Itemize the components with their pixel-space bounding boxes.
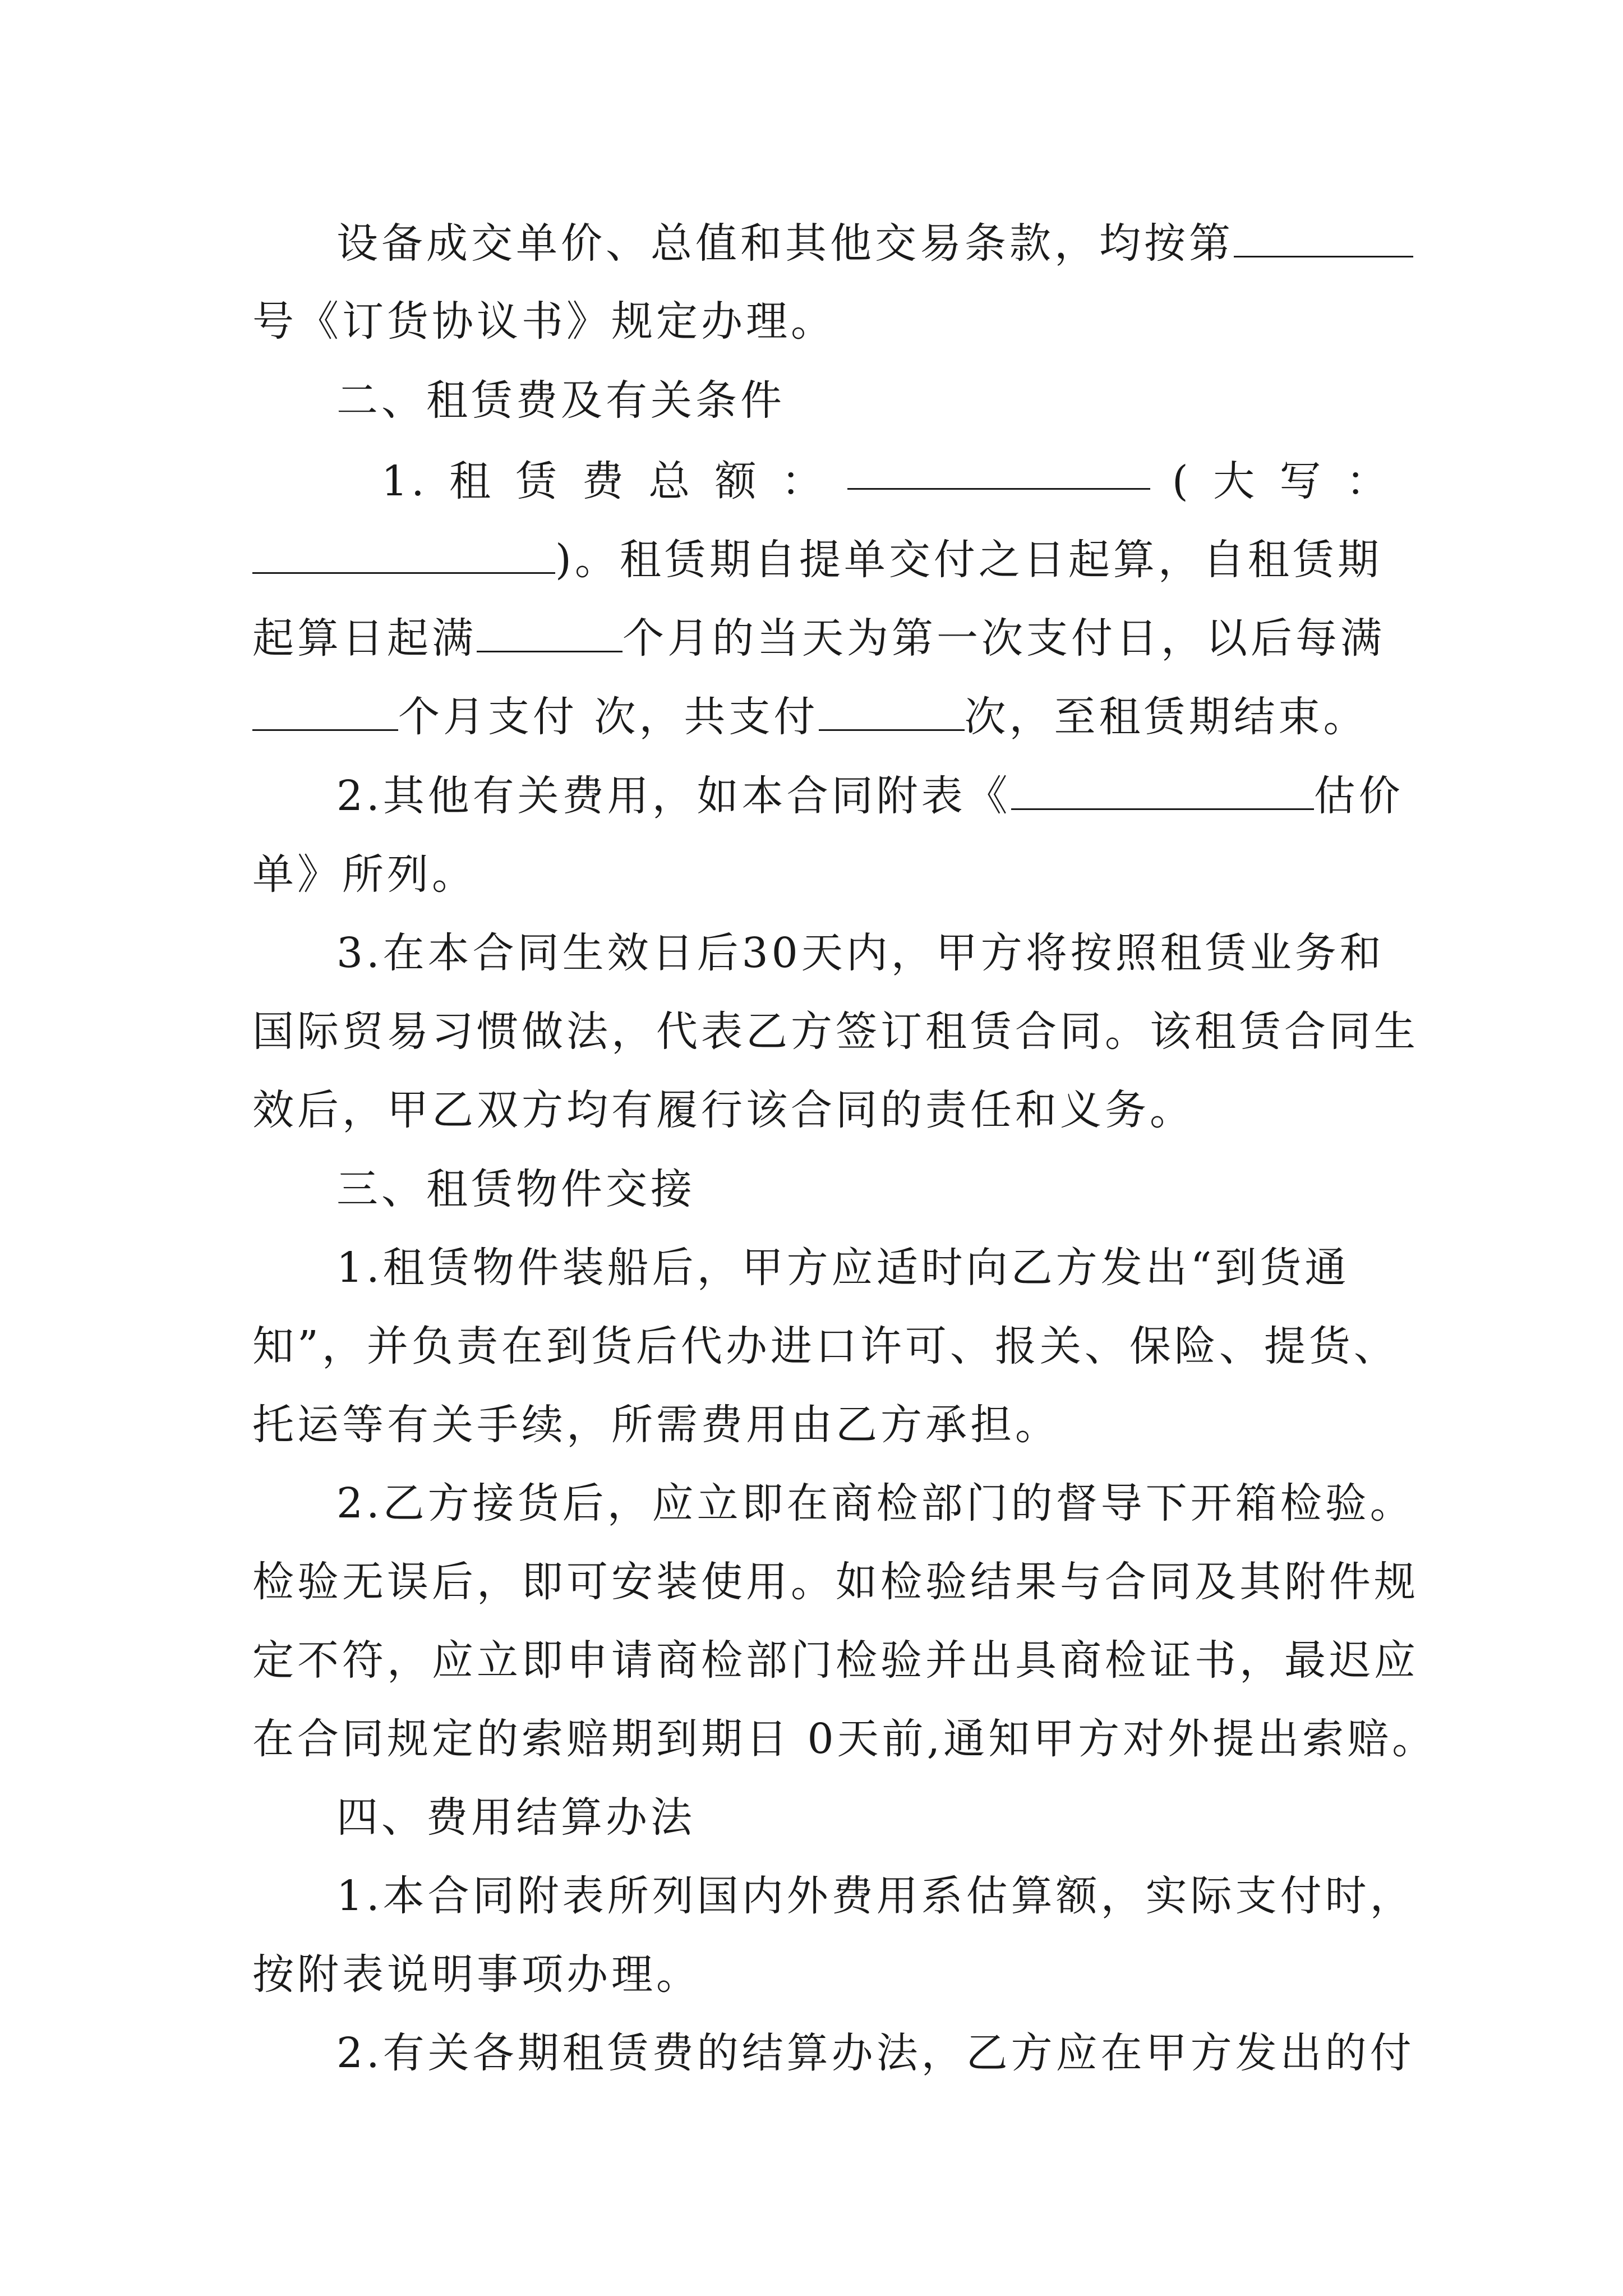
text-line [252, 1621, 1419, 1700]
char: ： [781, 457, 827, 505]
text-line [252, 678, 1391, 756]
fill-blank [252, 526, 555, 574]
char: 总 [648, 457, 694, 505]
text-line [336, 2014, 1415, 2092]
text-line [252, 282, 1391, 361]
text-line [252, 1386, 1391, 1464]
fill-blank [1011, 762, 1314, 810]
text-line [252, 521, 1391, 599]
paragraph-text: 2.乙方接货后，应立即在商检部门的督导下开箱检验。 [336, 1479, 1415, 1527]
paragraph-text: 起算日起满 [252, 614, 477, 662]
paragraph-text: 个月的当天为第一次支付日，以后每满 [623, 614, 1385, 662]
fill-blank [477, 605, 623, 652]
text-line [336, 1228, 1391, 1307]
char: ( [1172, 457, 1192, 505]
char: 赁 [515, 457, 561, 505]
section-heading: 三、租赁物件交接 [336, 1165, 695, 1213]
char: 1. [381, 457, 428, 505]
text-line [336, 204, 1391, 283]
paragraph-text: 2.有关各期租赁费的结算办法，乙方应在甲方发出的付 [336, 2029, 1415, 2077]
paragraph-text: 在合同规定的索赔期到期日 0天前,通知甲方对外提出索赔。 [252, 1715, 1437, 1763]
text-line [252, 1935, 1391, 2014]
text-line [336, 757, 1404, 835]
paragraph-text: 号《订货协议书》规定办理。 [252, 297, 836, 346]
paragraph-text: 检验无误后，即可安装使用。如检验结果与合同及其附件规 [252, 1558, 1419, 1606]
char: ： [1345, 457, 1391, 505]
paragraph-text: 估价 [1313, 772, 1404, 820]
text-line [252, 599, 1391, 678]
paragraph-text: 效后，甲乙双方均有履行该合同的责任和义务。 [252, 1086, 1195, 1134]
char: 租 [449, 457, 495, 505]
text-line [336, 914, 1391, 992]
text-line [252, 835, 1391, 914]
char: 大 [1213, 457, 1258, 505]
fill-blank [847, 442, 1150, 490]
paragraph-text: 知”，并负责在到货后代办进口许可、报关、保险、提货、 [252, 1322, 1399, 1370]
paragraph-text: 次，至租赁期结束。 [964, 693, 1368, 741]
text-line [252, 1307, 1399, 1386]
paragraph-text: 托运等有关手续，所需费用由乙方承担。 [252, 1401, 1060, 1449]
paragraph-text: 3.在本合同生效日后30天内，甲方将按照租赁业务和 [336, 929, 1385, 977]
fill-blank [819, 683, 965, 731]
paragraph-text: 单》所列。 [252, 850, 477, 899]
char: 额 [714, 457, 760, 505]
fill-blank [252, 683, 398, 731]
paragraph-text: 设备成交单价、总值和其他交易条款，均按第 [336, 219, 1234, 268]
paragraph-text: )。租赁期自提单交付之日起算，自租赁期 [555, 536, 1382, 584]
text-line [252, 1071, 1391, 1149]
text-line [252, 1543, 1419, 1621]
paragraph-text: 1.租赁物件装船后，甲方应适时向乙方发出“到货通 [336, 1244, 1350, 1292]
paragraph-text: 个月支付 次，共支付 [398, 693, 819, 741]
fill-blank [1234, 210, 1413, 257]
text-line [336, 1464, 1415, 1543]
text-line [252, 1700, 1437, 1778]
paragraph-text: 2.其他有关费用，如本合同附表《 [336, 772, 1011, 820]
text-line-spread [381, 442, 1391, 521]
char: 费 [582, 457, 627, 505]
paragraph-text: 定不符，应立即申请商检部门检验并出具商检证书，最迟应 [252, 1636, 1419, 1685]
section-heading: 二、租赁费及有关条件 [336, 376, 785, 425]
text-line [336, 1857, 1415, 1935]
char: 写 [1279, 457, 1325, 505]
text-line [252, 992, 1419, 1071]
section-heading: 四、费用结算办法 [336, 1793, 695, 1842]
paragraph-text: 1.本合同附表所列国内外费用系估算额，实际支付时， [336, 1872, 1415, 1920]
paragraph-text: 按附表说明事项办理。 [252, 1950, 701, 1999]
paragraph-text: 国际贸易习惯做法，代表乙方签订租赁合同。该租赁合同生 [252, 1007, 1419, 1056]
